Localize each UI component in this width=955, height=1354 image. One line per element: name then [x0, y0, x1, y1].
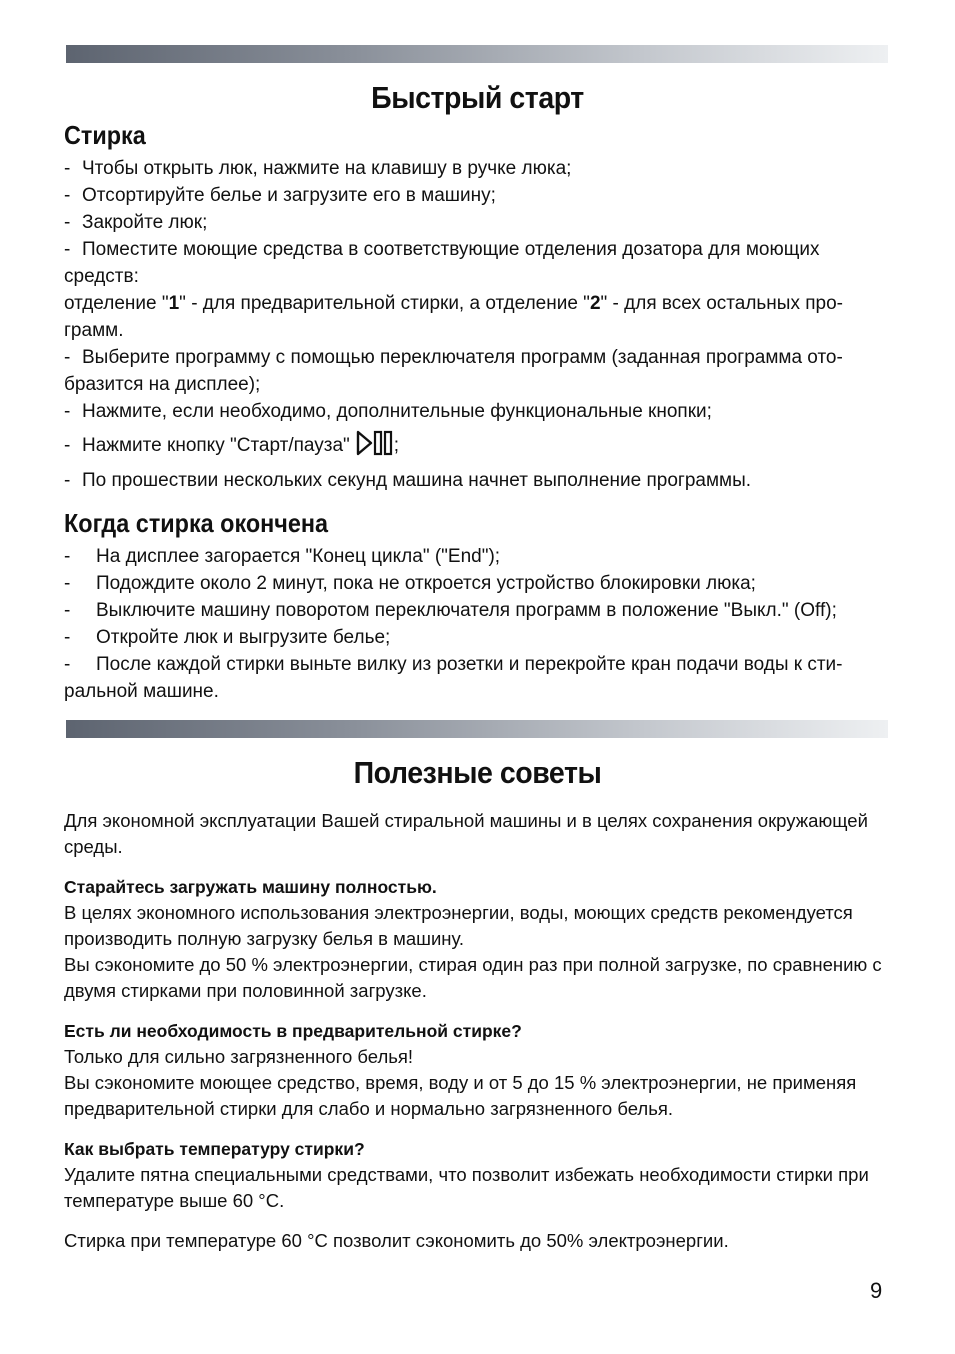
- tip-heading: Есть ли необходимость в предварительной стирке?: [64, 1021, 522, 1041]
- closing-text: Стирка при температуре 60 °С позволит сэкономить до 50% электроэнергии.: [64, 1230, 729, 1251]
- list-item: - Нажмите, если необходимо, дополнительные функциональные кнопки;: [64, 401, 712, 422]
- section-divider-band: [66, 45, 888, 63]
- list-item: - Поместите моющие средства в соответствующие отделения дозатора для моющих средств:: [64, 239, 820, 287]
- heading-washing: Стирка: [64, 120, 146, 150]
- tip-text: Удалите пятна специальными средствами, что позволит избежать необходимости стирки при температуре выше 60 °С.: [64, 1164, 869, 1211]
- list-item: - На дисплее загорается "Конец цикла" ("End");: [64, 546, 501, 567]
- list-item: - Выключите машину поворотом переключателя программ в положение "Выкл." (Off);: [64, 600, 837, 621]
- section-title-quick-start: Быстрый старт: [371, 80, 584, 115]
- list-item: - Подождите около 2 минут, пока не откроется устройство блокировки люка;: [64, 573, 756, 594]
- list-item: - Откройте люк и выгрузите белье;: [64, 627, 391, 648]
- finished-steps: [64, 543, 888, 705]
- washing-steps: [64, 155, 888, 494]
- list-item: - Закройте люк;: [64, 212, 208, 233]
- list-item: - Выберите программу с помощью переключателя программ (заданная программа ото-бразится на дисплее);: [64, 347, 843, 395]
- intro-text: Для экономной эксплуатации Вашей стиральной машины и в целях сохранения окружающей среды.: [64, 810, 868, 857]
- list-item: - Отсортируйте белье и загрузите его в машину;: [64, 185, 496, 206]
- heading-washing-finished: Когда стирка окончена: [64, 508, 329, 538]
- tip-heading: Старайтесь загружать машину полностью.: [64, 877, 437, 897]
- compartment-text: отделение "1" - для предварительной стирки, а отделение "2" - для всех остальных про-грамм.: [64, 293, 843, 341]
- tip-heading: Как выбрать температуру стирки?: [64, 1139, 365, 1159]
- list-item: - После каждой стирки выньте вилку из розетки и перекройте кран подачи воды к сти-ральной машине.: [64, 654, 843, 702]
- tip-text: Вы сэкономите моющее средство, время, воду и от 5 до 15 % электроэнергии, не применяя предварительной стирки для слабо и нормально загрязненного белья.: [64, 1072, 857, 1119]
- list-item: - По прошествии нескольких секунд машина начнет выполнение программы.: [64, 470, 752, 491]
- useful-tips: [64, 808, 888, 1254]
- section-title-useful-tips: Полезные советы: [353, 755, 602, 790]
- tip-text: Только для сильно загрязненного белья!: [64, 1046, 414, 1067]
- tip-text: В целях экономного использования электроэнергии, воды, моющих средств рекомендуется производить полную загрузку белья в машину.: [64, 902, 853, 949]
- page-number: 9: [870, 1278, 883, 1303]
- section-divider-band: [66, 720, 888, 738]
- tip-text: Вы сэкономите до 50 % электроэнергии, стирая один раз при полной загрузке, по сравнению с двумя стирками при половинной загрузке.: [64, 954, 882, 1001]
- start-pause-icon: [356, 429, 394, 465]
- list-item: - Нажмите кнопку "Старт/пауза" ;: [64, 429, 888, 465]
- list-item: - Чтобы открыть люк, нажмите на клавишу в ручке люка;: [64, 158, 572, 179]
